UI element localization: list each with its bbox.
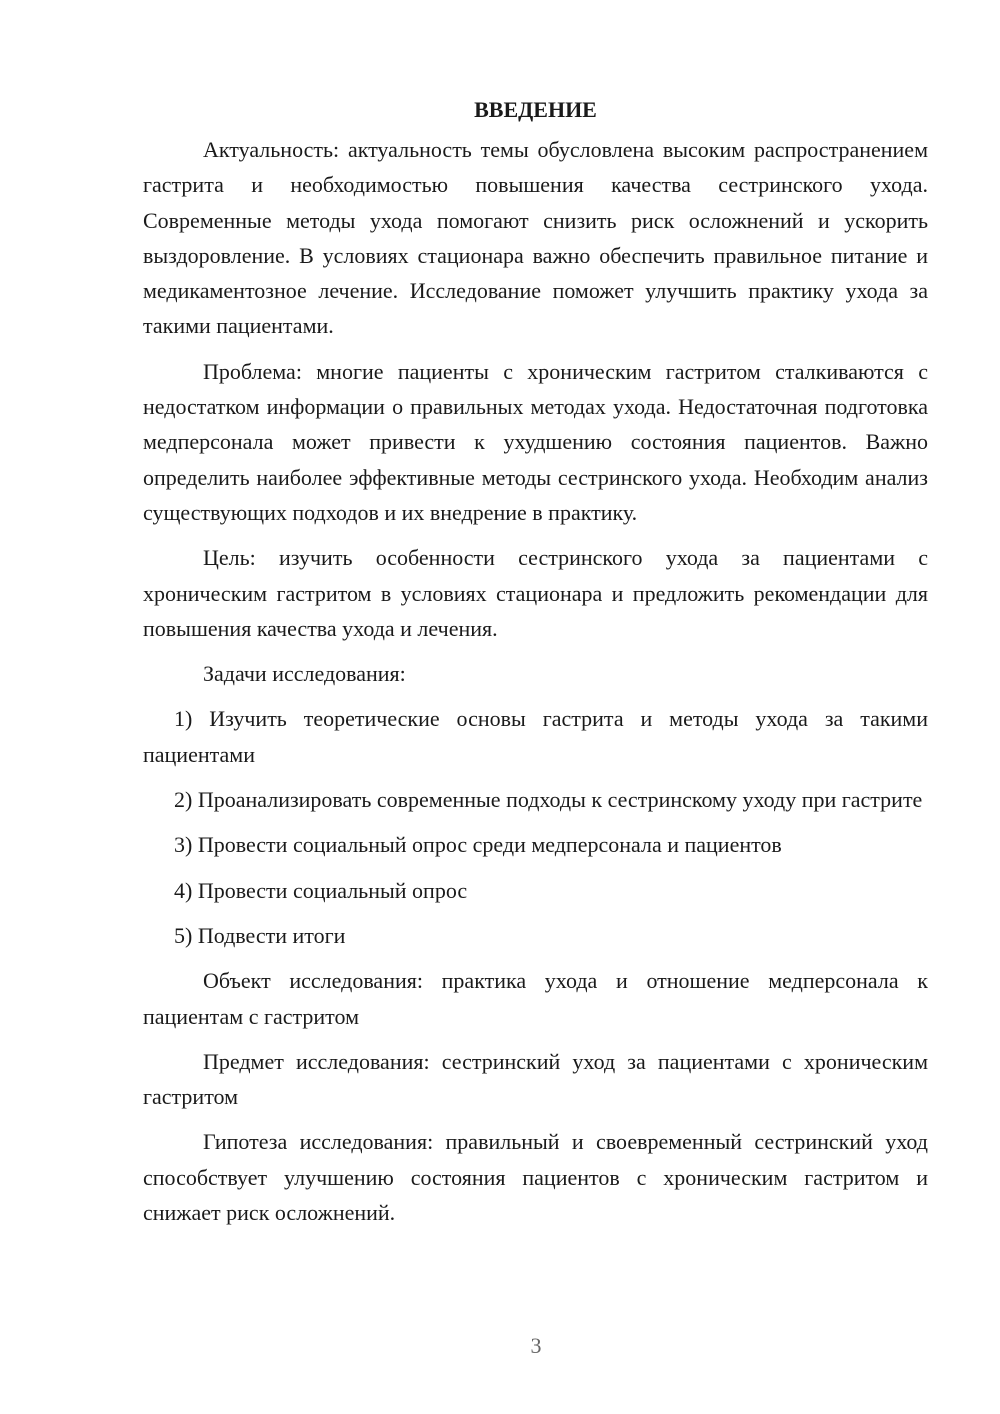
list-item: 1) Изучить теоретические основы гастрита и методы ухода за такими пациентами xyxy=(143,706,928,767)
paragraph-relevance: Актуальность: актуальность темы обусловлена высоким распространением гастрита и необходимостью повышения качества сестринского ухода. Современные методы ухода помогают снизить риск осложнений и ускорить выздоровление. В условиях стационара важно обеспечить правильное питание и медикаментозное лечение. Исследование поможет улучшить практику ухода за такими пациентами. xyxy=(143,137,928,339)
paragraph-problem: Проблема: многие пациенты с хроническим гастритом сталкиваются с недостатком информации о правильных методах ухода. Недостаточная подготовка медперсонала может привести к ухудшению состояния пациентов. Важно определить наиболее эффективные методы сестринского ухода. Необходим анализ существующих подходов и их внедрение в практику. xyxy=(143,358,928,525)
section-title: ВВЕДЕНИЕ xyxy=(474,97,597,122)
document-page xyxy=(143,92,928,1240)
list-item: 3) Провести социальный опрос среди медперсонала и пациентов xyxy=(174,832,782,858)
list-item: 4) Провести социальный опрос xyxy=(174,877,468,903)
paragraph-goal: Цель: изучить особенности сестринского ухода за пациентами с хроническим гастритом в условиях стационара и предложить рекомендации для повышения качества ухода и лечения. xyxy=(143,545,928,641)
paragraph-hypothesis: Гипотеза исследования: правильный и своевременный сестринский уход способствует улучшению состояния пациентов с хроническим гастритом и снижает риск осложнений. xyxy=(143,1129,928,1226)
tasks-list xyxy=(143,701,928,953)
list-item: 2) Проанализировать современные подходы к сестринскому уходу при гастрите xyxy=(174,787,923,813)
page-number: 3 xyxy=(530,1333,542,1358)
paragraph-tasks-heading: Задачи исследования: xyxy=(203,661,406,687)
list-item: 5) Подвести итоги xyxy=(174,922,346,948)
paragraph-subject: Предмет исследования: сестринский уход за пациентами с хроническим гастритом xyxy=(143,1048,928,1110)
paragraph-object: Объект исследования: практика ухода и отношение медперсонала к пациентам с гастритом xyxy=(143,968,928,1029)
